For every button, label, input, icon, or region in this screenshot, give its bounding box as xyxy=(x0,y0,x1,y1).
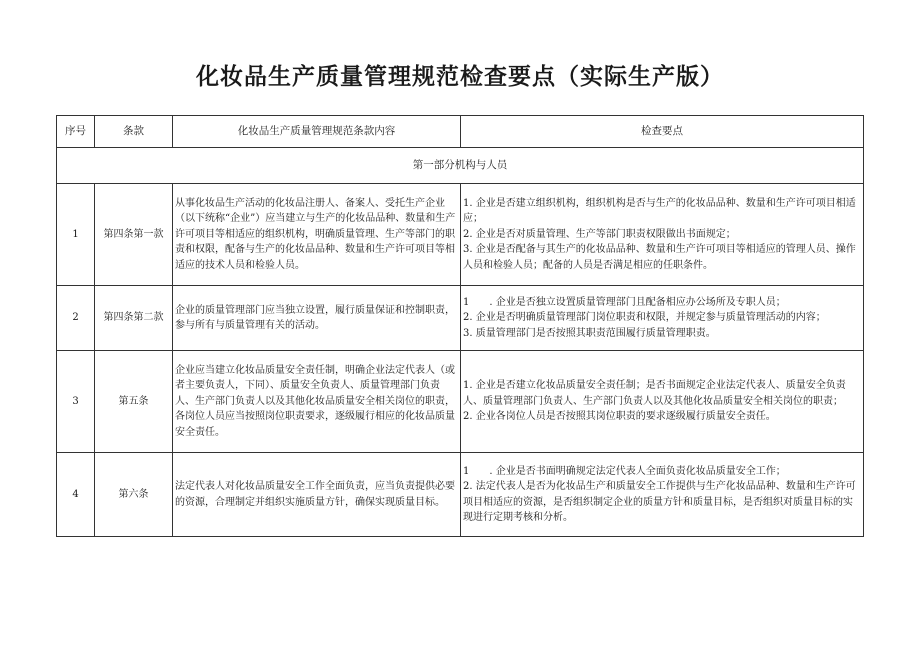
row-clause: 第五条 xyxy=(95,351,173,453)
section-title: 第一部分机构与人员 xyxy=(57,148,864,184)
row-number: 4 xyxy=(57,453,95,537)
table-header-row xyxy=(57,116,864,148)
check-point: 1. 企业是否建立组织机构，组织机构是否与生产的化妆品品种、数量和生产许可项目相适应； xyxy=(463,197,856,225)
table-row xyxy=(57,453,864,537)
row-content: 从事化妆品生产活动的化妆品注册人、备案人、受托生产企业（以下统称“企业”）应当建立与生产的化妆品品种、数量和生产许可项目等相适应的组织机构，明确质量管理、生产等部门的职责和权限，配备与生产的化妆品品种、数量和生产许可项目等相适应的技术人员和检验人员。 xyxy=(173,184,461,286)
row-points xyxy=(461,286,864,351)
check-point: 2. 企业是否明确质量管理部门岗位职责和权限，并规定参与质量管理活动的内容； xyxy=(463,312,826,324)
check-point: 3. 企业是否配备与其生产的化妆品品种、数量和生产许可项目等相适应的管理人员、操作人员和检验人员；配备的人员是否满足相应的任职条件。 xyxy=(463,244,856,271)
check-point: 1. 企业是否建立化妆品质量安全责任制；是否书面规定企业法定代表人、质量安全负责人、质量管理部门负责人、生产部门负责人以及其他化妆品质量安全相关岗位的职责； xyxy=(463,380,846,407)
row-number: 3 xyxy=(57,351,95,453)
row-number: 2 xyxy=(57,286,95,351)
table-row xyxy=(57,184,864,286)
table-row xyxy=(57,351,864,453)
table-row xyxy=(57,286,864,351)
row-clause: 第四条第一款 xyxy=(95,184,173,286)
check-point: 2. 企业各岗位人员是否按照其岗位职责的要求逐级履行质量安全责任。 xyxy=(463,411,776,423)
header-content: 化妆品生产质量管理规范条款内容 xyxy=(173,116,461,148)
header-no: 序号 xyxy=(57,116,95,148)
inspection-table xyxy=(56,115,864,537)
row-number: 1 xyxy=(57,184,95,286)
header-points: 检查要点 xyxy=(461,116,864,148)
row-clause: 第四条第二款 xyxy=(95,286,173,351)
check-point: 3. 质量管理部门是否按照其职责范围履行质量管理职责。 xyxy=(463,327,716,339)
row-content: 法定代表人对化妆品质量安全工作全面负责，应当负责提供必要的资源，合理制定并组织实施质量方针，确保实现质量目标。 xyxy=(173,453,461,537)
row-content: 企业应当建立化妆品质量安全责任制，明确企业法定代表人（或者主要负责人，下同）、质量安全负责人、质量管理部门负责人、生产部门负责人以及其他化妆品质量安全相关岗位的职责，各岗位人员应当按照岗位职责要求，逐级履行相应的化妆品质量安全责任。 xyxy=(173,351,461,453)
row-clause: 第六条 xyxy=(95,453,173,537)
header-clause: 条款 xyxy=(95,116,173,148)
row-points xyxy=(461,453,864,537)
check-point: 1 . 企业是否书面明确规定法定代表人全面负责化妆品质量安全工作； xyxy=(463,465,786,477)
section-row xyxy=(57,148,864,184)
check-point: 1 . 企业是否独立设置质量管理部门且配备相应办公场所及专职人员； xyxy=(463,296,786,308)
row-points xyxy=(461,184,864,286)
row-content: 企业的质量管理部门应当独立设置，履行质量保证和控制职责，参与所有与质量管理有关的活动。 xyxy=(173,286,461,351)
document-title: 化妆品生产质量管理规范检查要点（实际生产版） xyxy=(196,64,724,90)
row-points xyxy=(461,351,864,453)
check-point: 2. 法定代表人是否为化妆品生产和质量安全工作提供与生产化妆品品种、数量和生产许可项目相适应的资源，是否组织制定企业的质量方针和质量目标，是否组织对质量目标的实现进行定期考核和分析。 xyxy=(463,481,856,523)
check-point: 2. 企业是否对质量管理、生产等部门职责权限做出书面规定； xyxy=(463,228,736,240)
